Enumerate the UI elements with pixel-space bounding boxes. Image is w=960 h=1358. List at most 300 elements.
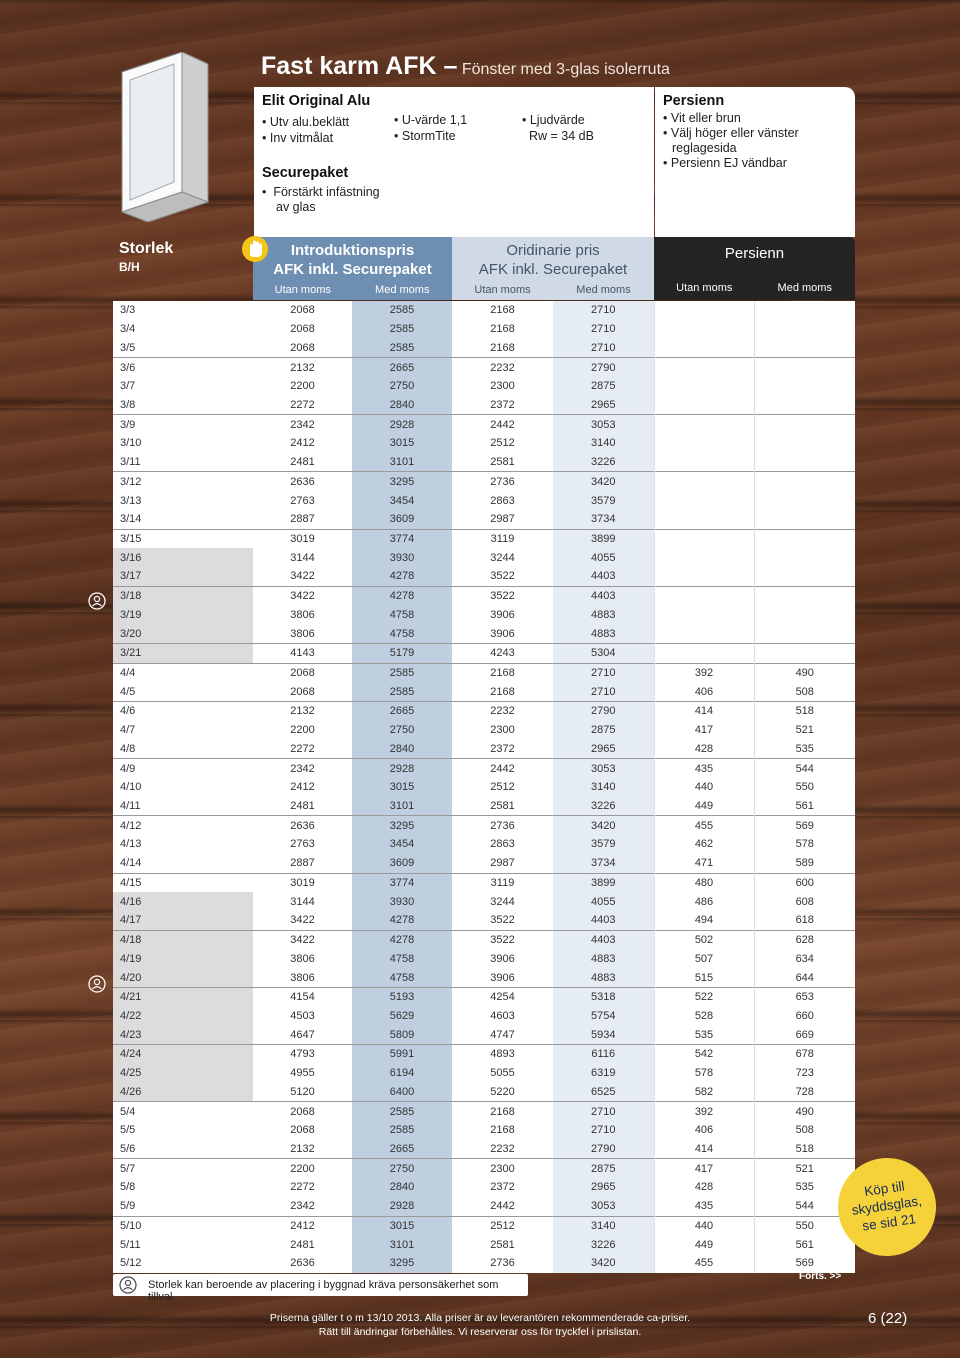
cell-intro-utan: 3806 [253,624,352,643]
cell-ord-utan: 5055 [452,1064,553,1083]
cell-intro-utan: 3019 [253,529,352,548]
cell-intro-med: 3101 [352,1235,452,1254]
cell-pers-utan [654,434,754,453]
cell-pers-utan: 462 [654,835,754,854]
cell-pers-utan [654,567,754,586]
cell-pers-utan: 435 [654,759,754,778]
cell-pers-med: 723 [754,1064,855,1083]
cell-intro-med: 4758 [352,968,452,987]
cell-pers-med: 569 [754,816,855,835]
col-label-utan-moms: Utan moms [676,282,733,294]
cell-ord-med: 3899 [553,529,654,548]
cell-ord-utan: 4243 [452,643,553,663]
cell-pers-utan: 542 [654,1045,754,1064]
cell-size: 3/18 [113,586,253,605]
table-row [113,1140,855,1159]
table-row [113,663,855,682]
cell-size: 4/4 [113,663,253,682]
table-row [113,721,855,740]
cell-pers-med [754,320,855,339]
persienn-item: • Välj höger eller vänster [663,126,799,140]
cell-intro-utan: 2068 [253,1121,352,1140]
cell-ord-utan: 2581 [452,1235,553,1254]
header-storlek [113,237,253,300]
cell-pers-utan: 428 [654,1178,754,1197]
cell-intro-med: 3454 [352,491,452,510]
cell-ord-med: 6319 [553,1064,654,1083]
table-row [113,624,855,643]
cell-intro-med: 3774 [352,873,452,892]
cell-ord-med: 2710 [553,1102,654,1121]
cell-pers-med [754,624,855,643]
cell-pers-med [754,377,855,396]
cell-ord-utan: 2581 [452,797,553,816]
cell-size: 3/9 [113,415,253,434]
table-row [113,434,855,453]
table-row [113,816,855,835]
cell-pers-med: 535 [754,1178,855,1197]
cell-size: 4/26 [113,1082,253,1101]
cell-pers-utan: 494 [654,911,754,930]
feature-item: • Utv alu.beklätt [262,115,350,129]
cell-intro-med: 3015 [352,434,452,453]
cell-pers-med: 660 [754,1007,855,1026]
cell-pers-med: 490 [754,663,855,682]
cell-pers-med [754,586,855,605]
cell-ord-utan: 3244 [452,548,553,567]
person-safety-icon [119,1276,137,1294]
cell-intro-utan: 2763 [253,835,352,854]
cell-size: 4/23 [113,1025,253,1044]
cell-ord-utan: 3522 [452,586,553,605]
cell-intro-med: 2750 [352,721,452,740]
cell-pers-utan: 406 [654,682,754,701]
cell-ord-utan: 2987 [452,510,553,529]
cell-ord-utan: 2168 [452,301,553,320]
cell-ord-utan: 2442 [452,415,553,434]
cell-intro-med: 3101 [352,453,452,472]
cell-pers-med [754,548,855,567]
cell-intro-med: 5809 [352,1025,452,1044]
cell-intro-utan: 3422 [253,586,352,605]
cell-size: 4/17 [113,911,253,930]
table-row [113,301,855,320]
cell-pers-utan [654,396,754,415]
col-label-med-moms: Med moms [777,282,832,294]
cell-ord-med: 3140 [553,434,654,453]
cell-pers-utan [654,586,754,605]
cell-size: 5/6 [113,1140,253,1159]
cell-intro-utan: 2342 [253,415,352,434]
feature-item-cont: av glas [276,200,316,214]
cell-pers-med [754,453,855,472]
cell-pers-med: 608 [754,892,855,911]
cell-ord-utan: 2442 [452,1197,553,1216]
cell-size: 4/6 [113,702,253,721]
cell-intro-utan: 4154 [253,987,352,1006]
title-sub: Fönster med 3-glas isolerruta [461,61,670,78]
cell-ord-med: 4403 [553,911,654,930]
cell-pers-med: 628 [754,930,855,949]
cell-intro-utan: 2068 [253,682,352,701]
cell-intro-med: 3930 [352,548,452,567]
cell-size: 3/20 [113,624,253,643]
table-row [113,1197,855,1216]
cell-ord-med: 2790 [553,702,654,721]
cell-intro-med: 2840 [352,396,452,415]
cell-size: 3/5 [113,338,253,357]
cell-pers-utan [654,415,754,434]
cell-intro-utan: 3806 [253,949,352,968]
cell-pers-med: 521 [754,1159,855,1178]
cell-intro-utan: 2481 [253,797,352,816]
col-label-med-moms: Med moms [375,284,430,296]
cell-intro-med: 2928 [352,415,452,434]
cell-intro-med: 2585 [352,301,452,320]
cell-pers-utan: 528 [654,1007,754,1026]
table-row [113,1216,855,1235]
cell-ord-med: 2965 [553,1178,654,1197]
table-row [113,338,855,357]
cell-intro-med: 3015 [352,778,452,797]
cell-pers-med: 544 [754,759,855,778]
cell-pers-utan: 471 [654,854,754,873]
cell-ord-utan: 2512 [452,778,553,797]
feature-item: • Inv vitmålat [262,131,334,145]
cell-intro-utan: 3422 [253,911,352,930]
cell-ord-utan: 2736 [452,1254,553,1273]
cell-intro-utan: 4793 [253,1045,352,1064]
securepaket-text [262,185,380,215]
cell-ord-med: 2710 [553,320,654,339]
cell-pers-utan: 535 [654,1025,754,1044]
cell-size: 3/4 [113,320,253,339]
cell-intro-utan: 2068 [253,663,352,682]
table-row [113,567,855,586]
cell-ord-med: 5318 [553,987,654,1006]
cell-ord-utan: 2372 [452,740,553,759]
disclaimer-line: Rätt till ändringar förbehålles. Vi reserverar oss för tryckfel i prislistan. [318,1326,642,1338]
cell-intro-med: 3609 [352,510,452,529]
price-table [113,301,855,1273]
table-row [113,740,855,759]
cell-size: 5/11 [113,1235,253,1254]
cell-intro-utan: 2132 [253,1140,352,1159]
ordinary-title: Oridinarie pris [506,242,600,259]
cell-pers-med: 550 [754,778,855,797]
cell-pers-utan [654,510,754,529]
cell-intro-utan: 3422 [253,930,352,949]
cell-size: 4/11 [113,797,253,816]
cell-intro-utan: 2132 [253,702,352,721]
table-row [113,949,855,968]
cell-intro-med: 4758 [352,606,452,625]
table-row [113,854,855,873]
cell-ord-med: 3899 [553,873,654,892]
persienn-item: • Persienn EJ vändbar [663,156,787,170]
cell-ord-utan: 2232 [452,1140,553,1159]
cell-ord-med: 3420 [553,1254,654,1273]
cell-intro-med: 2928 [352,1197,452,1216]
cell-intro-utan: 2272 [253,1178,352,1197]
table-row [113,1082,855,1101]
continued-label: Forts. >> [799,1271,842,1282]
cell-pers-utan: 417 [654,1159,754,1178]
cell-ord-utan: 2168 [452,338,553,357]
cell-pers-utan: 417 [654,721,754,740]
cell-pers-med: 544 [754,1197,855,1216]
feature-item: • Ljudvärde [522,113,585,127]
cell-pers-utan [654,377,754,396]
cell-size: 4/24 [113,1045,253,1064]
col-label-utan-moms: Utan moms [274,284,331,296]
cell-intro-med: 2585 [352,682,452,701]
cell-intro-med: 2585 [352,1121,452,1140]
cell-ord-utan: 2581 [452,453,553,472]
cell-intro-utan: 2068 [253,301,352,320]
cell-intro-utan: 4143 [253,643,352,663]
table-row [113,548,855,567]
cell-size: 3/21 [113,643,253,663]
persienn-info-box [655,87,855,237]
cell-ord-utan: 3522 [452,930,553,949]
cell-intro-utan: 2481 [253,1235,352,1254]
cell-pers-utan: 440 [654,1216,754,1235]
feature-item: • U-värde 1,1 [394,113,468,127]
cell-size: 3/19 [113,606,253,625]
table-row [113,453,855,472]
cell-ord-med: 5754 [553,1007,654,1026]
cell-ord-med: 5304 [553,643,654,663]
cell-ord-med: 3140 [553,1216,654,1235]
table-row [113,968,855,987]
cell-pers-med [754,510,855,529]
cell-pers-utan: 414 [654,702,754,721]
cell-size: 5/12 [113,1254,253,1273]
cell-pers-utan: 455 [654,816,754,835]
persienn-col-title: Persienn [724,245,785,262]
cell-pers-utan: 392 [654,1102,754,1121]
cell-intro-utan: 2272 [253,740,352,759]
cell-intro-utan: 4647 [253,1025,352,1044]
cell-pers-med: 508 [754,682,855,701]
cell-ord-utan: 3906 [452,606,553,625]
cell-intro-med: 2585 [352,1102,452,1121]
cell-intro-utan: 2412 [253,434,352,453]
cell-pers-utan [654,338,754,357]
cell-ord-utan: 4893 [452,1045,553,1064]
cell-pers-utan [654,606,754,625]
cell-intro-utan: 2887 [253,854,352,873]
cell-size: 4/25 [113,1064,253,1083]
cell-size: 3/8 [113,396,253,415]
cell-intro-utan: 4503 [253,1007,352,1026]
cell-intro-utan: 2200 [253,377,352,396]
cell-pers-med: 669 [754,1025,855,1044]
cell-ord-med: 2790 [553,1140,654,1159]
cell-intro-utan: 3422 [253,567,352,586]
cell-pers-utan: 435 [654,1197,754,1216]
cell-intro-utan: 3144 [253,548,352,567]
cell-ord-med: 3420 [553,472,654,491]
cell-pers-med [754,358,855,377]
cell-size: 4/19 [113,949,253,968]
cell-ord-utan: 2232 [452,358,553,377]
cell-size: 3/7 [113,377,253,396]
cell-pers-med: 561 [754,797,855,816]
table-row [113,930,855,949]
cell-pers-med: 678 [754,1045,855,1064]
cell-pers-utan [654,624,754,643]
cell-ord-med: 2710 [553,338,654,357]
cell-size: 4/10 [113,778,253,797]
table-row [113,873,855,892]
cell-intro-med: 4278 [352,586,452,605]
cell-pers-med: 644 [754,968,855,987]
cell-intro-utan: 3019 [253,873,352,892]
cell-size: 4/20 [113,968,253,987]
page-title [261,52,670,81]
cell-ord-med: 2710 [553,682,654,701]
table-row [113,835,855,854]
cell-pers-med [754,415,855,434]
cell-ord-med: 2965 [553,396,654,415]
cell-intro-med: 3930 [352,892,452,911]
cell-ord-utan: 4603 [452,1007,553,1026]
cell-intro-utan: 2342 [253,1197,352,1216]
cell-pers-med [754,643,855,663]
window-illustration [112,52,212,222]
cell-ord-utan: 3522 [452,911,553,930]
cell-ord-utan: 3119 [452,873,553,892]
cell-intro-utan: 2200 [253,721,352,740]
cell-pers-med: 550 [754,1216,855,1235]
cell-intro-utan: 2342 [253,759,352,778]
cell-intro-med: 3295 [352,1254,452,1273]
cell-ord-med: 4883 [553,949,654,968]
persienn-heading: Persienn [663,93,725,109]
footnote-text: Storlek kan beroende av placering i byggnad kräva personsäkerhet som tillval. [148,1279,499,1303]
feature-item: • Förstärkt infästning [262,185,380,199]
cell-intro-med: 3295 [352,472,452,491]
cell-intro-utan: 2272 [253,396,352,415]
cell-ord-med: 4883 [553,606,654,625]
cell-pers-med [754,491,855,510]
cell-intro-utan: 2481 [253,453,352,472]
cell-ord-med: 2875 [553,377,654,396]
cell-size: 3/11 [113,453,253,472]
cell-size: 4/15 [113,873,253,892]
cell-intro-med: 5629 [352,1007,452,1026]
header-bh-label: B/H [119,260,140,274]
cell-pers-utan: 486 [654,892,754,911]
cell-intro-med: 2665 [352,702,452,721]
cell-ord-med: 3226 [553,797,654,816]
table-row [113,1159,855,1178]
col-label-utan-moms: Utan moms [474,284,531,296]
securepaket-heading: Securepaket [262,165,349,181]
cell-size: 4/8 [113,740,253,759]
persienn-item: • Vit eller brun [663,111,741,125]
cell-intro-utan: 2636 [253,816,352,835]
cell-intro-med: 3774 [352,529,452,548]
cell-intro-utan: 5120 [253,1082,352,1101]
cell-ord-utan: 2232 [452,702,553,721]
cell-intro-med: 5991 [352,1045,452,1064]
header-ordinary-price [452,237,654,300]
table-row [113,415,855,434]
cell-intro-utan: 2068 [253,338,352,357]
table-row [113,797,855,816]
cell-intro-med: 3015 [352,1216,452,1235]
table-row [113,1235,855,1254]
table-row [113,320,855,339]
cell-ord-utan: 2736 [452,472,553,491]
cell-intro-med: 2750 [352,1159,452,1178]
cell-ord-med: 3053 [553,759,654,778]
cell-intro-med: 2665 [352,1140,452,1159]
cell-ord-med: 2965 [553,740,654,759]
cell-size: 3/13 [113,491,253,510]
table-header [113,237,855,300]
cell-ord-utan: 2168 [452,1102,553,1121]
cell-pers-med: 518 [754,702,855,721]
cell-pers-utan [654,320,754,339]
table-row [113,682,855,701]
cell-intro-utan: 3806 [253,968,352,987]
person-safety-icon [88,592,106,610]
cell-pers-med: 569 [754,1254,855,1273]
cell-pers-utan [654,643,754,663]
cell-size: 4/13 [113,835,253,854]
cell-intro-med: 2585 [352,338,452,357]
cell-intro-med: 2928 [352,759,452,778]
cell-pers-utan: 507 [654,949,754,968]
product-heading: Elit Original Alu [262,93,371,109]
cell-intro-med: 3101 [352,797,452,816]
cell-pers-med: 535 [754,740,855,759]
cell-ord-med: 2875 [553,1159,654,1178]
table-row [113,1178,855,1197]
cell-intro-med: 2665 [352,358,452,377]
cell-size: 3/12 [113,472,253,491]
cell-size: 3/14 [113,510,253,529]
table-row [113,778,855,797]
cell-ord-utan: 2372 [452,1178,553,1197]
table-row [113,1045,855,1064]
cell-pers-utan: 480 [654,873,754,892]
cell-pers-med [754,434,855,453]
cell-intro-utan: 2412 [253,1216,352,1235]
cell-intro-med: 4278 [352,911,452,930]
cell-pers-utan [654,491,754,510]
table-row [113,987,855,1006]
cell-ord-utan: 2512 [452,434,553,453]
cell-intro-med: 5193 [352,987,452,1006]
cell-ord-utan: 2168 [452,1121,553,1140]
cell-size: 4/16 [113,892,253,911]
cell-size: 4/18 [113,930,253,949]
person-safety-icon [88,975,106,993]
cell-ord-med: 4055 [553,892,654,911]
header-intro-price [253,237,452,300]
price-disclaimer [240,1311,720,1339]
cell-ord-utan: 2168 [452,682,553,701]
cell-ord-utan: 3906 [452,949,553,968]
intro-col-labels [253,284,452,296]
cell-size: 4/5 [113,682,253,701]
cell-intro-utan: 2412 [253,778,352,797]
